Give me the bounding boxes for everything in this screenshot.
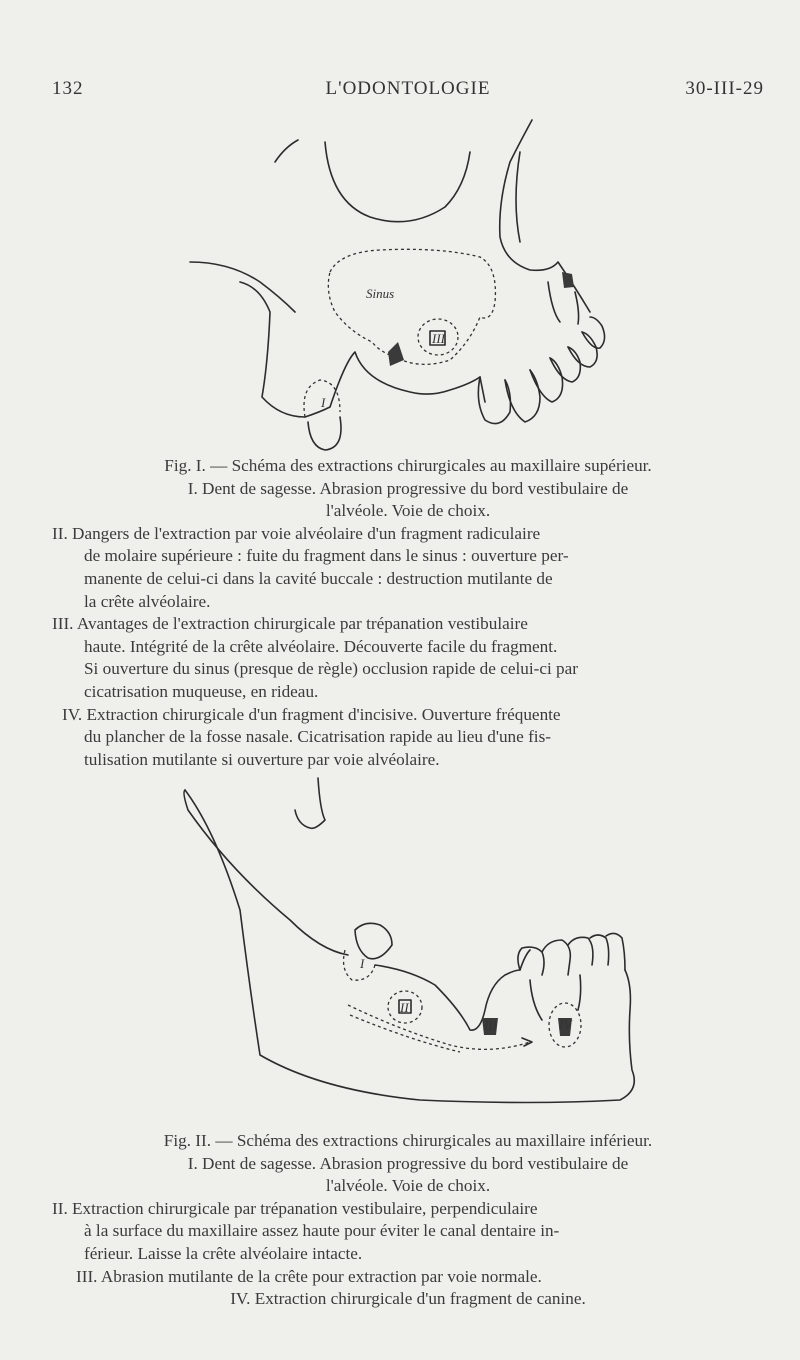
caption-1-item-4-line-2: du plancher de la fosse nasale. Cicatrisation rapide au lieu d'une fis- xyxy=(84,727,551,747)
marker-III: III xyxy=(432,331,445,346)
issue-date: 30-III-29 xyxy=(685,78,764,99)
caption-1-item-4-line-3: tulisation mutilante si ouverture par voie alvéolaire. xyxy=(84,749,440,769)
sinus-outline xyxy=(328,249,495,364)
premolar-2 xyxy=(550,347,580,382)
figure-1-caption xyxy=(52,455,764,771)
running-header xyxy=(52,78,764,108)
posterior-maxilla-outline xyxy=(240,282,305,417)
caption-1-item-1-line-1: I. Dent de sagesse. Abrasion progressive du bord vestibulaire de xyxy=(187,478,629,498)
figure-2-drawing xyxy=(170,770,650,1130)
incisor-root xyxy=(548,282,579,324)
nasal-aperture xyxy=(500,120,590,312)
caption-1-item-2-line-1: II. Dangers de l'extraction par voie alvéolaire d'un fragment radiculaire xyxy=(52,523,541,543)
page-number: 132 xyxy=(52,78,84,99)
caption-1-item-3-line-1: III. Avantages de l'extraction chirurgicale par trépanation vestibulaire xyxy=(52,614,528,634)
wisdom-tooth-crown xyxy=(355,923,392,958)
caption-2-item-2-line-2: à la surface du maxillaire assez haute pour éviter le canal dentaire in- xyxy=(84,1221,560,1241)
tooth-roots xyxy=(530,975,581,1020)
marker-I: I xyxy=(321,395,326,410)
caption-1-title: Fig. I. — Schéma des extractions chirurgicales au maxillaire supérieur. xyxy=(164,456,652,475)
orbit-curve xyxy=(325,142,470,222)
figure-2-mandible xyxy=(170,770,650,1130)
caption-1-item-3-line-3: Si ouverture du sinus (presque de règle) occlusion rapide de celui-ci par xyxy=(84,659,578,679)
zygomatic-line xyxy=(190,262,295,312)
caption-1-item-4-line-1: IV. Extraction chirurgicale d'un fragment d'incisive. Ouverture fréquente xyxy=(62,704,561,724)
orbit-rim-left xyxy=(275,140,298,162)
wisdom-tooth-crown xyxy=(308,417,341,450)
marker-III: III xyxy=(484,1018,497,1033)
incisor-fragment-IV xyxy=(562,272,574,288)
caption-2-item-2-line-1: II. Extraction chirurgicale par trépanation vestibulaire, perpendiculaire xyxy=(52,1198,538,1218)
caption-2-item-1-line-2: l'alvéole. Voie de choix. xyxy=(325,1176,491,1196)
mandible-lower-border xyxy=(185,790,634,1103)
canal-arrow-icon xyxy=(522,1038,532,1046)
premolar-2 xyxy=(568,937,593,965)
caption-1-item-2-line-2: de molaire supérieure : fuite du fragment dans le sinus : ouverture per- xyxy=(84,546,569,566)
caption-2-item-2-line-3: férieur. Laisse la crête alvéolaire intacte. xyxy=(84,1243,363,1263)
nasal-inner-line xyxy=(516,152,520,242)
marker-IV: IV xyxy=(559,1017,572,1032)
caption-1-item-3-line-2: haute. Intégrité de la crête alvéolaire. Découverte facile du fragment. xyxy=(84,636,558,656)
caption-2-item-3: III. Abrasion mutilante de la crête pour extraction par voie normale. xyxy=(76,1266,542,1286)
caption-1-item-3-line-4: cicatrisation muqueuse, en rideau. xyxy=(84,681,319,701)
marker-I: I xyxy=(360,956,365,971)
caption-2-item-1-line-1: I. Dent de sagesse. Abrasion progressive du bord vestibulaire de xyxy=(187,1153,629,1173)
premolar-1 xyxy=(530,358,563,402)
inferior-dental-canal xyxy=(348,1005,530,1049)
molar xyxy=(518,947,544,975)
marker-II: II xyxy=(400,1000,409,1015)
figure-1-drawing xyxy=(180,112,620,457)
molar-root-fragment-II xyxy=(388,342,404,366)
coronoid-process xyxy=(295,778,325,828)
premolar-1 xyxy=(542,940,570,975)
alveolar-ridge xyxy=(375,950,530,1030)
sinus-label: Sinus xyxy=(366,286,395,301)
caption-1-item-1-line-2: l'alvéole. Voie de choix. xyxy=(325,501,491,521)
caption-1-item-2-line-4: la crête alvéolaire. xyxy=(84,591,211,611)
journal-title: L'ODONTOLOGIE xyxy=(325,78,491,99)
figure-2-caption xyxy=(52,1130,764,1311)
caption-2-item-4: IV. Extraction chirurgicale d'un fragment de canine. xyxy=(230,1289,586,1309)
caption-2-title: Fig. II. — Schéma des extractions chirurgicales au maxillaire inférieur. xyxy=(163,1131,653,1150)
ridge-end xyxy=(480,377,485,402)
figure-1-upper-maxilla xyxy=(180,112,620,457)
caption-1-item-2-line-3: manente de celui-ci dans la cavité buccale : destruction mutilante de xyxy=(84,568,553,588)
inferior-dental-canal-lower xyxy=(350,1015,460,1052)
